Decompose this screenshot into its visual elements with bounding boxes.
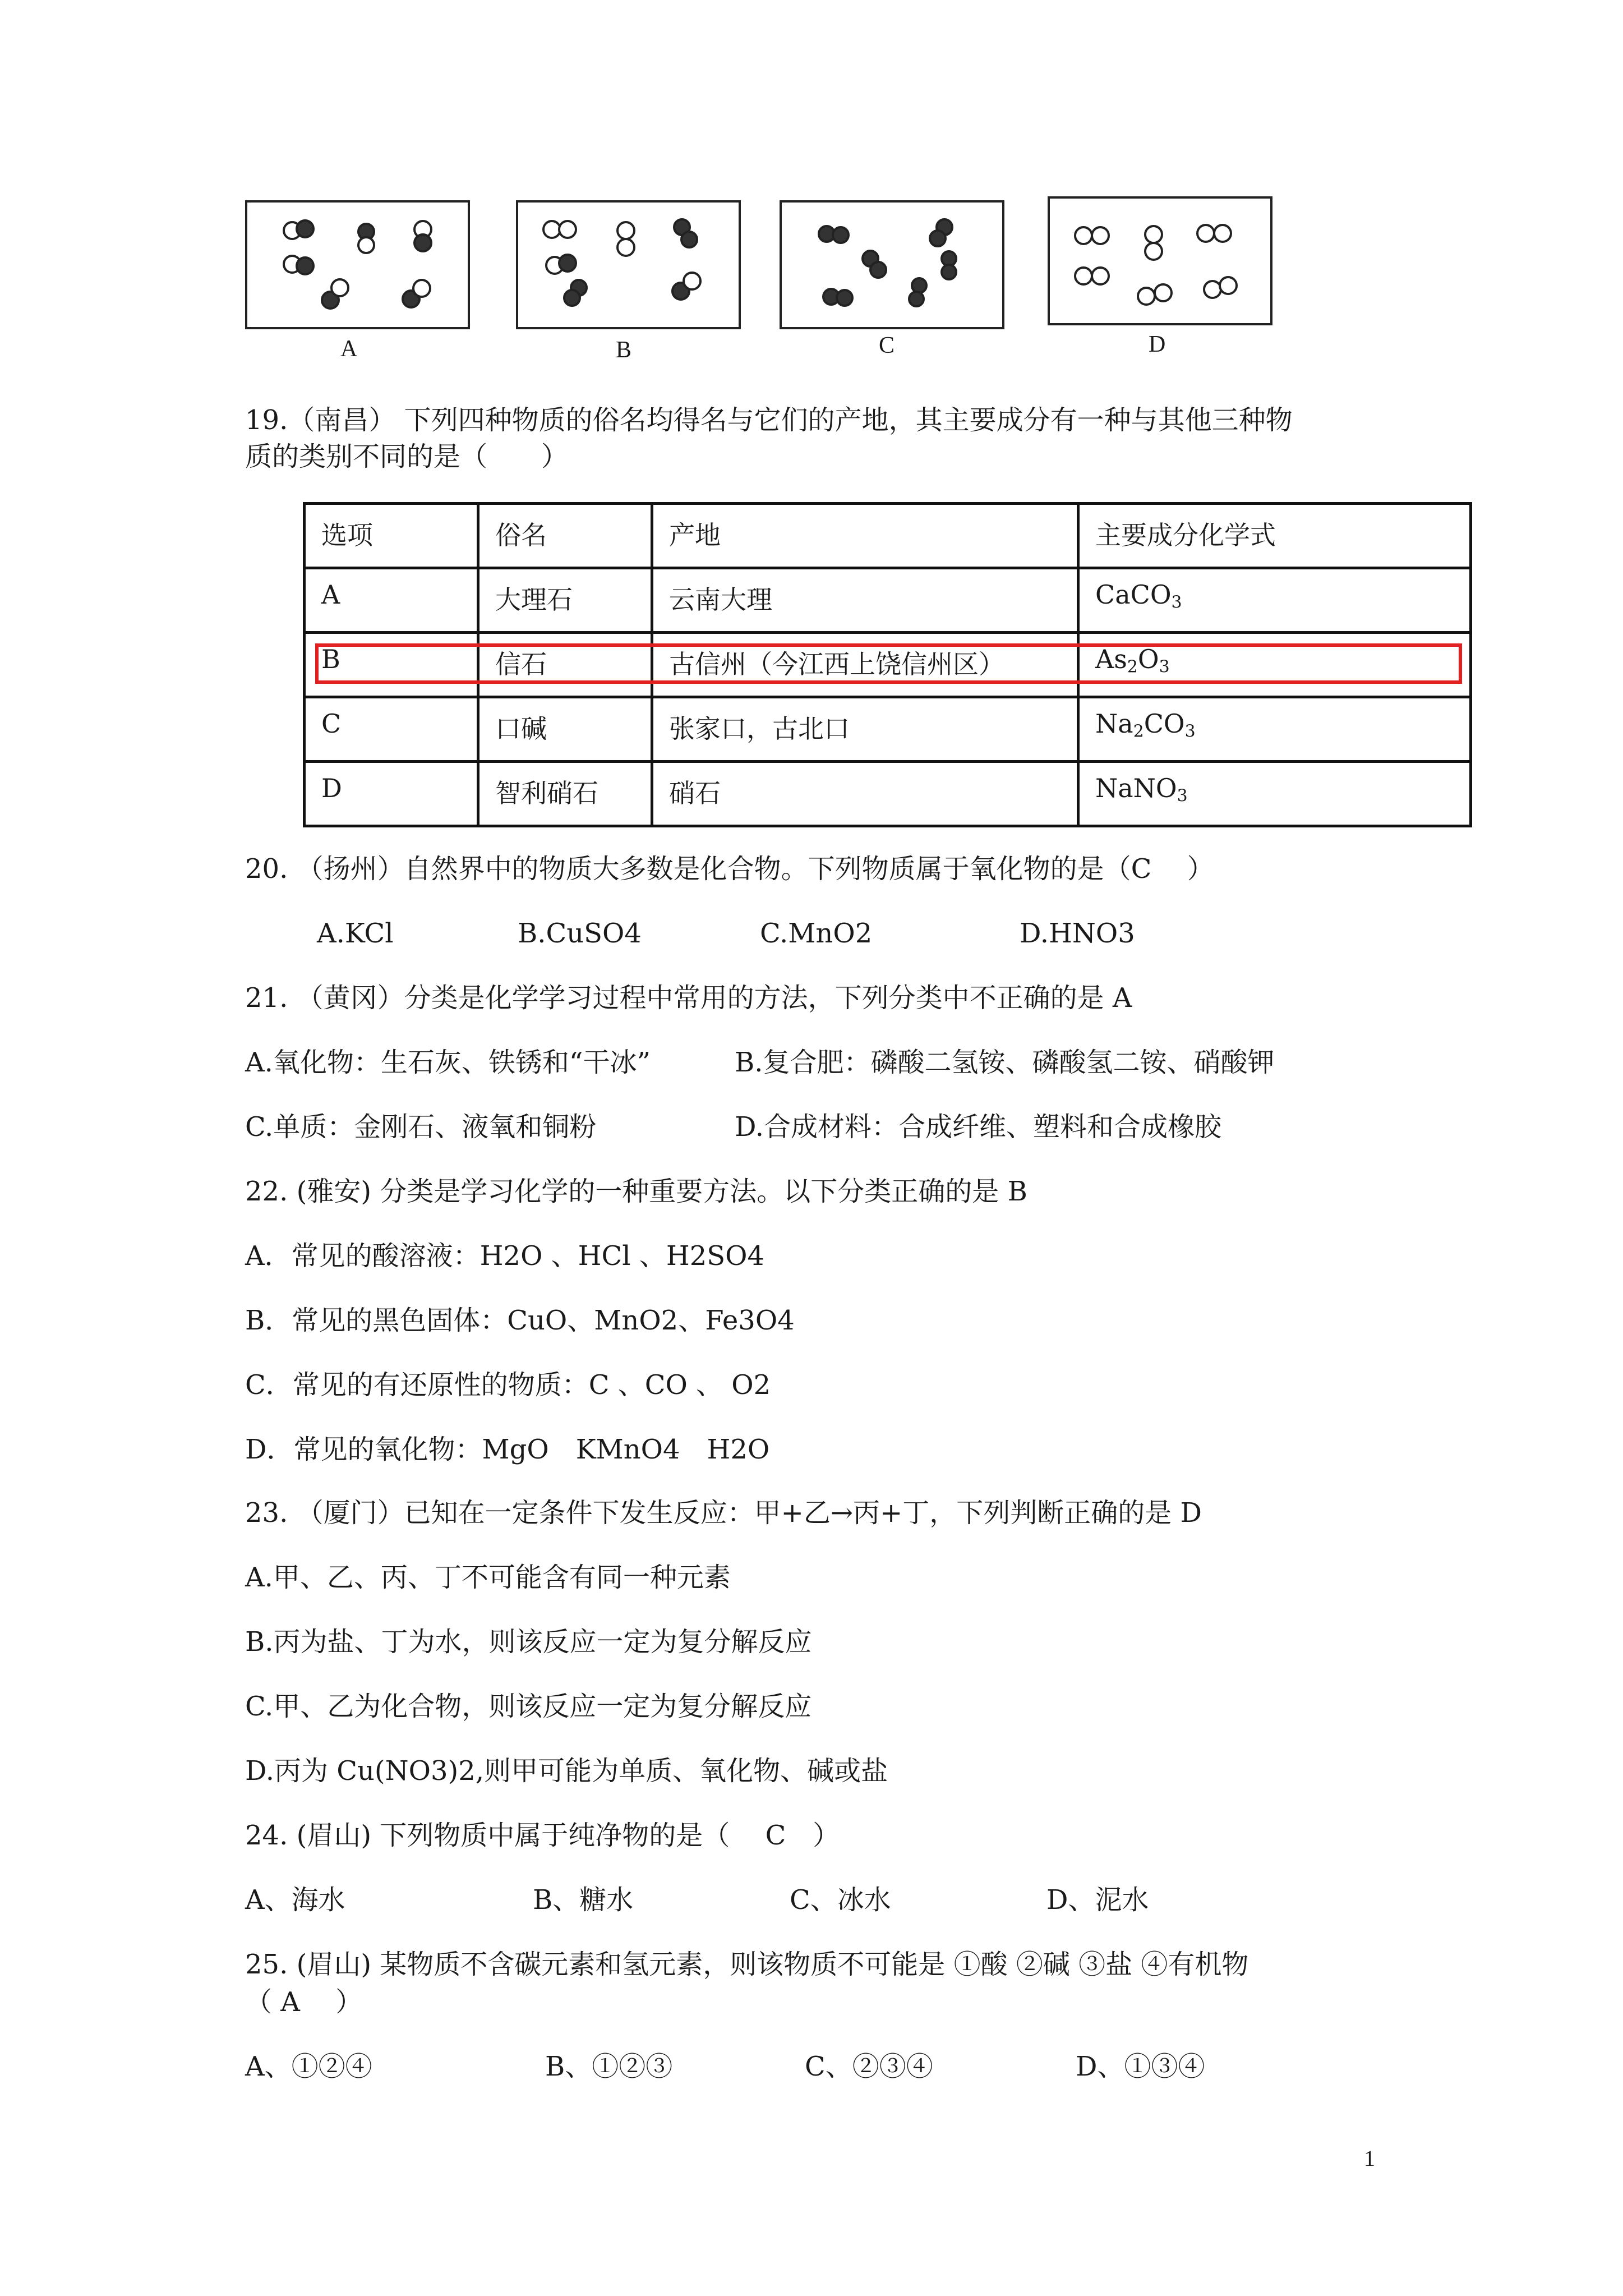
- option-cell: D: [305, 762, 478, 826]
- q23-option-a: A.甲、乙、丙、丁不可能含有同一种元素: [245, 1562, 731, 1593]
- name-cell: 口碱: [478, 697, 652, 762]
- q22-option-c: C．常见的有还原性的物质：C 、CO 、 O2: [245, 1369, 771, 1401]
- figure-caption-a: A: [340, 336, 358, 362]
- q25-stem-line2: （ A ）: [245, 1986, 363, 2018]
- q24-option-a: A、海水: [245, 1884, 345, 1916]
- q20-option-c: C.MnO2: [760, 918, 873, 949]
- q21-option-d: D.合成材料：合成纤维、塑料和合成橡胶: [735, 1111, 1222, 1143]
- place-cell: 硝石: [652, 762, 1078, 826]
- place-cell: 张家口，古北口: [652, 697, 1078, 762]
- name-cell: 信石: [478, 633, 652, 697]
- molecule-diagram-c: [782, 203, 1002, 327]
- option-cell: B: [305, 633, 478, 697]
- table-header-row: [305, 504, 1471, 568]
- q25-stem-line1: 25. (眉山) 某物质不含碳元素和氢元素，则该物质不可能是 ①酸 ②碱 ③盐 ④有机物: [245, 1949, 1249, 1980]
- answer-highlight-box: [315, 643, 1462, 684]
- q25-option-a: A、①②④: [245, 2051, 372, 2082]
- q20-option-d: D.HNO3: [1020, 918, 1135, 949]
- q21-stem: 21. （黄冈）分类是化学学习过程中常用的方法，下列分类中不正确的是 A: [245, 982, 1132, 1014]
- q20-option-a: A.KCl: [317, 918, 394, 949]
- page-number: 1: [1364, 2146, 1375, 2171]
- q19-stem-line1: 19.（南昌） 下列四种物质的俗名均得名与它们的产地，其主要成分有一种与其他三种物: [245, 404, 1293, 436]
- figure-box-c: [780, 200, 1004, 329]
- header-cell: 俗名: [478, 504, 652, 568]
- molecule-diagram-b: [518, 203, 739, 327]
- q20-stem: 20. （扬州）自然界中的物质大多数是化合物。下列物质属于氧化物的是（C ）: [245, 853, 1214, 885]
- q19-stem-line2: 质的类别不同的是（ ）: [245, 441, 569, 472]
- option-cell: A: [305, 568, 478, 633]
- figure-box-d: [1048, 196, 1272, 325]
- formula-cell: CaCO$_3$: [1078, 568, 1471, 633]
- table-row: [305, 697, 1471, 762]
- header-cell: 选项: [305, 504, 478, 568]
- q22-option-b: B．常见的黑色固体：CuO、MnO2、Fe3O4: [245, 1305, 795, 1336]
- figure-box-b: [516, 200, 741, 329]
- figure-caption-d: D: [1149, 332, 1166, 357]
- q25-option-d: D、①③④: [1076, 2051, 1205, 2082]
- table-row: [305, 762, 1471, 826]
- name-cell: 智利硝石: [478, 762, 652, 826]
- formula-cell: $Na_2CO_3$: [1078, 697, 1471, 762]
- q21-option-b: B.复合肥：磷酸二氢铵、磷酸氢二铵、硝酸钾: [735, 1047, 1275, 1078]
- figure-box-a: [245, 200, 470, 329]
- q22-option-d: D．常见的氧化物：MgO KMnO4 H2O: [245, 1434, 770, 1465]
- q22-option-a: A．常见的酸溶液：H2O 、HCl 、H2SO4: [245, 1240, 765, 1272]
- molecule-diagram-d: [1050, 199, 1270, 323]
- place-cell: 云南大理: [652, 568, 1078, 633]
- q23-stem: 23. （厦门）已知在一定条件下发生反应：甲+乙→丙+丁，下列判断正确的是 D: [245, 1497, 1202, 1529]
- q24-stem: 24. (眉山) 下列物质中属于纯净物的是（ C ）: [245, 1820, 840, 1851]
- formula-cell: NaNO$_3$: [1078, 762, 1471, 826]
- formula-cell: $As_2O_3$: [1078, 633, 1471, 697]
- q25-option-c: C、②③④: [805, 2051, 933, 2082]
- q24-option-c: C、冰水: [790, 1884, 891, 1916]
- q23-option-d: D.丙为 Cu(NO3)2,则甲可能为单质、氧化物、碱或盐: [245, 1755, 888, 1787]
- molecule-diagram-a: [247, 203, 468, 327]
- q21-option-a: A.氧化物：生石灰、铁锈和“干冰”: [245, 1047, 651, 1078]
- q21-option-c: C.单质：金刚石、液氧和铜粉: [245, 1111, 597, 1143]
- name-cell: 大理石: [478, 568, 652, 633]
- q24-option-b: B、糖水: [533, 1884, 634, 1916]
- place-cell: 古信州（今江西上饶信州区）: [652, 633, 1078, 697]
- q23-option-b: B.丙为盐、丁为水，则该反应一定为复分解反应: [245, 1626, 812, 1658]
- table-row: [305, 568, 1471, 633]
- q24-option-d: D、泥水: [1046, 1884, 1149, 1916]
- figure-caption-b: B: [616, 337, 632, 363]
- header-cell: 主要成分化学式: [1078, 504, 1471, 568]
- q22-stem: 22. (雅安) 分类是学习化学的一种重要方法。以下分类正确的是 B: [245, 1176, 1027, 1207]
- q23-option-c: C.甲、乙为化合物，则该反应一定为复分解反应: [245, 1691, 812, 1722]
- option-cell: C: [305, 697, 478, 762]
- q20-option-b: B.CuSO4: [518, 918, 642, 949]
- header-cell: 产地: [652, 504, 1078, 568]
- q25-option-b: B、①②③: [545, 2051, 673, 2082]
- figure-caption-c: C: [879, 333, 895, 358]
